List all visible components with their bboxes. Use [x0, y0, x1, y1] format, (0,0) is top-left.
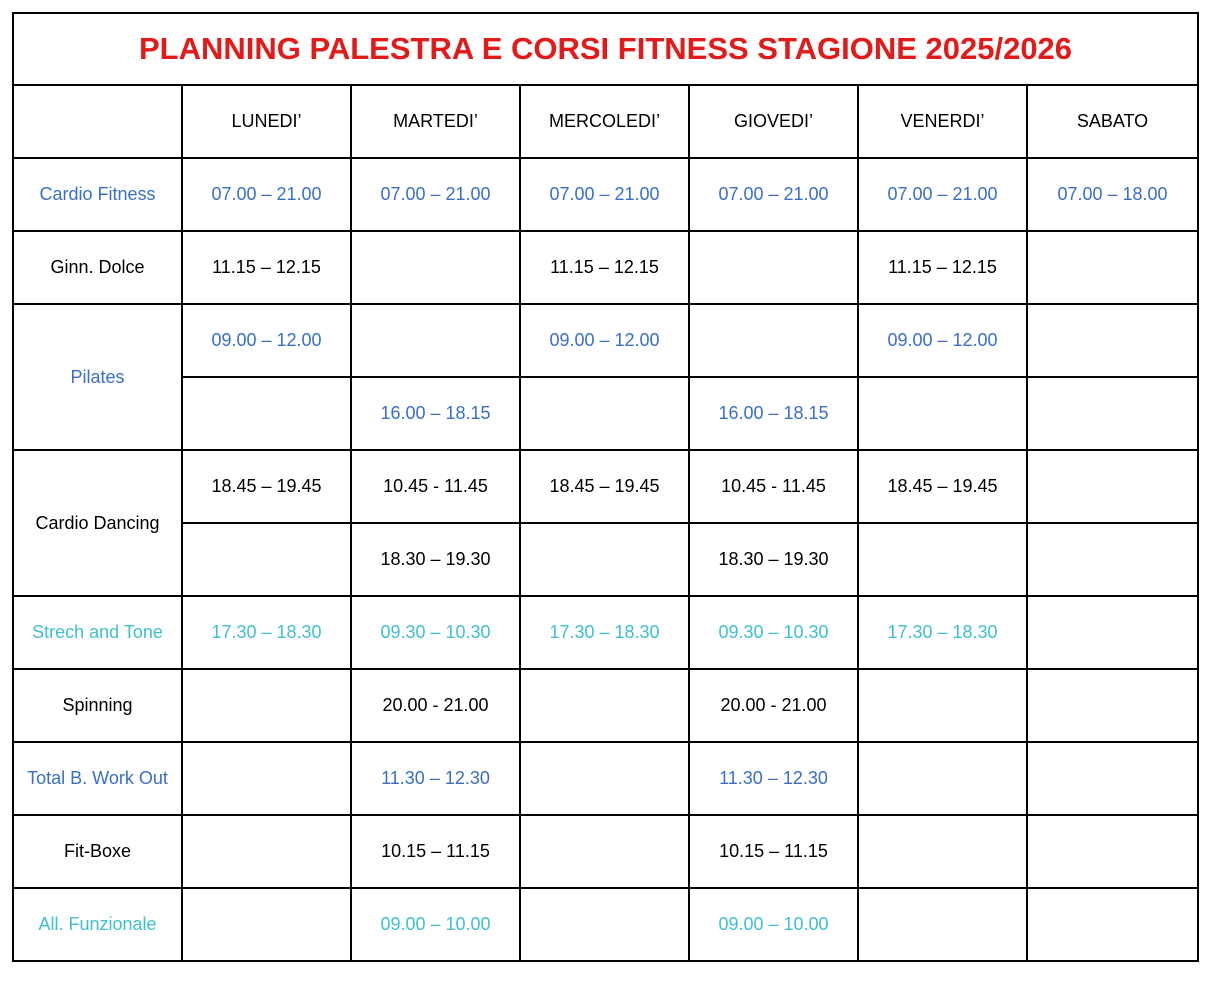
- time-slot: [1027, 888, 1198, 961]
- course-name: All. Funzionale: [13, 888, 182, 961]
- time-slot: 09.00 – 10.00: [351, 888, 520, 961]
- time-slot: 07.00 – 21.00: [351, 158, 520, 231]
- time-slot: 10.15 – 11.15: [351, 815, 520, 888]
- course-row: [13, 888, 1198, 961]
- course-name: Strech and Tone: [13, 596, 182, 669]
- course-name: Total B. Work Out: [13, 742, 182, 815]
- course-row: [13, 815, 1198, 888]
- time-slot: [182, 669, 351, 742]
- time-slot: 09.00 – 12.00: [182, 304, 351, 377]
- time-slot: 18.45 – 19.45: [858, 450, 1027, 523]
- day-header: MERCOLEDI’: [520, 85, 689, 158]
- course-name: Fit-Boxe: [13, 815, 182, 888]
- time-slot: [182, 523, 351, 596]
- time-slot: [182, 377, 351, 450]
- time-slot: [1027, 377, 1198, 450]
- course-name: Spinning: [13, 669, 182, 742]
- time-slot: 07.00 – 21.00: [182, 158, 351, 231]
- time-slot: 17.30 – 18.30: [858, 596, 1027, 669]
- time-slot: [858, 742, 1027, 815]
- course-row: [13, 377, 1198, 450]
- course-name: Pilates: [13, 304, 182, 450]
- time-slot: [351, 231, 520, 304]
- time-slot: [182, 888, 351, 961]
- time-slot: 20.00 - 21.00: [351, 669, 520, 742]
- time-slot: 07.00 – 18.00: [1027, 158, 1198, 231]
- course-row: [13, 304, 1198, 377]
- time-slot: 09.30 – 10.30: [351, 596, 520, 669]
- course-row: [13, 669, 1198, 742]
- course-row: [13, 596, 1198, 669]
- course-row: [13, 231, 1198, 304]
- time-slot: [520, 669, 689, 742]
- time-slot: 10.45 - 11.45: [689, 450, 858, 523]
- time-slot: 09.00 – 12.00: [520, 304, 689, 377]
- time-slot: [520, 888, 689, 961]
- time-slot: 09.00 – 12.00: [858, 304, 1027, 377]
- time-slot: [858, 888, 1027, 961]
- time-slot: 11.15 – 12.15: [858, 231, 1027, 304]
- time-slot: [1027, 231, 1198, 304]
- time-slot: [689, 304, 858, 377]
- time-slot: [520, 815, 689, 888]
- course-row: [13, 158, 1198, 231]
- time-slot: [858, 377, 1027, 450]
- time-slot: 09.30 – 10.30: [689, 596, 858, 669]
- course-row: [13, 450, 1198, 523]
- time-slot: [1027, 742, 1198, 815]
- time-slot: [520, 377, 689, 450]
- time-slot: 11.30 – 12.30: [351, 742, 520, 815]
- time-slot: [858, 669, 1027, 742]
- course-row: [13, 742, 1198, 815]
- time-slot: 18.30 – 19.30: [689, 523, 858, 596]
- time-slot: [1027, 815, 1198, 888]
- time-slot: 11.15 – 12.15: [182, 231, 351, 304]
- course-name: Ginn. Dolce: [13, 231, 182, 304]
- time-slot: [351, 304, 520, 377]
- time-slot: 07.00 – 21.00: [689, 158, 858, 231]
- time-slot: 11.15 – 12.15: [520, 231, 689, 304]
- course-name: Cardio Dancing: [13, 450, 182, 596]
- course-name: Cardio Fitness: [13, 158, 182, 231]
- time-slot: [182, 742, 351, 815]
- time-slot: 17.30 – 18.30: [520, 596, 689, 669]
- time-slot: 10.15 – 11.15: [689, 815, 858, 888]
- time-slot: 07.00 – 21.00: [520, 158, 689, 231]
- course-row: [13, 523, 1198, 596]
- header-row: [13, 85, 1198, 158]
- time-slot: 18.45 – 19.45: [520, 450, 689, 523]
- page-title: PLANNING PALESTRA E CORSI FITNESS STAGIONE 2025/2026: [13, 13, 1198, 85]
- time-slot: [858, 523, 1027, 596]
- time-slot: [1027, 523, 1198, 596]
- time-slot: [858, 815, 1027, 888]
- time-slot: [182, 815, 351, 888]
- time-slot: [689, 231, 858, 304]
- time-slot: 20.00 - 21.00: [689, 669, 858, 742]
- day-header: SABATO: [1027, 85, 1198, 158]
- day-header: MARTEDI’: [351, 85, 520, 158]
- time-slot: [1027, 669, 1198, 742]
- time-slot: 07.00 – 21.00: [858, 158, 1027, 231]
- time-slot: 16.00 – 18.15: [689, 377, 858, 450]
- time-slot: 18.45 – 19.45: [182, 450, 351, 523]
- time-slot: 09.00 – 10.00: [689, 888, 858, 961]
- schedule-table: [12, 12, 1199, 962]
- time-slot: [1027, 450, 1198, 523]
- time-slot: 10.45 - 11.45: [351, 450, 520, 523]
- day-header: GIOVEDI’: [689, 85, 858, 158]
- time-slot: 11.30 – 12.30: [689, 742, 858, 815]
- day-header: VENERDI’: [858, 85, 1027, 158]
- time-slot: [1027, 596, 1198, 669]
- time-slot: 17.30 – 18.30: [182, 596, 351, 669]
- time-slot: 16.00 – 18.15: [351, 377, 520, 450]
- time-slot: 18.30 – 19.30: [351, 523, 520, 596]
- time-slot: [520, 742, 689, 815]
- time-slot: [1027, 304, 1198, 377]
- day-header: LUNEDI’: [182, 85, 351, 158]
- time-slot: [520, 523, 689, 596]
- corner-cell: [13, 85, 182, 158]
